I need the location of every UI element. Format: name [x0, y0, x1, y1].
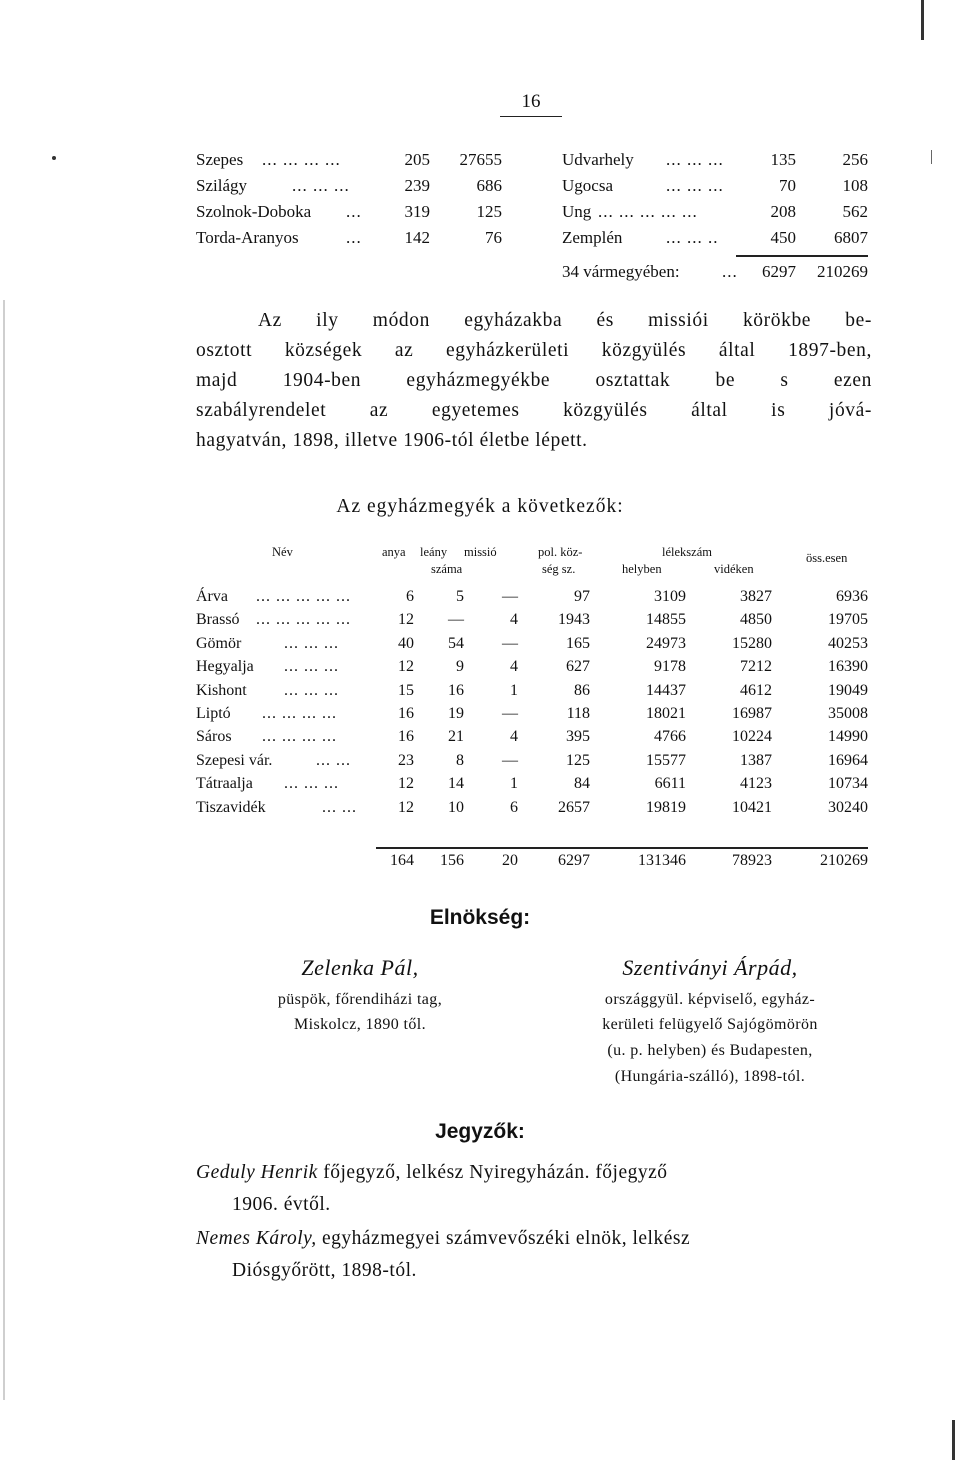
- cell-videken: 1387: [740, 751, 772, 769]
- leader-dots: ... ... ... ... ...: [256, 611, 351, 629]
- total-a: 6297: [762, 262, 796, 281]
- cell-name: Árva: [196, 588, 228, 605]
- president-left-line: püspök, főrendiházi tag,: [277, 991, 443, 1008]
- value-b: 256: [842, 150, 868, 169]
- cell-leany: 54: [448, 634, 464, 652]
- cell-leany: 21: [448, 728, 464, 746]
- header-nev: Név: [272, 545, 293, 559]
- county-name: Szilágy: [196, 176, 247, 195]
- value-a: 135: [770, 150, 796, 169]
- president-right-line: (u. p. helyben) és Budapesten,: [607, 1042, 813, 1059]
- cell-videken: 10224: [732, 728, 772, 746]
- header-seg-sz: ség sz.: [542, 562, 576, 576]
- cell-pol-kozseg: 84: [574, 775, 590, 793]
- cell-leany: 14: [448, 775, 464, 793]
- table-row: [0, 705, 960, 731]
- cell-name: Tiszavidék: [196, 798, 266, 816]
- county-name: Zemplén: [562, 228, 623, 247]
- clerk-role: főjegyző, lelkész Nyiregyházán. főjegyző: [317, 1162, 668, 1183]
- cell-missio: —: [502, 751, 518, 769]
- cell-leany: 10: [448, 798, 464, 816]
- cell-pol-kozseg: 125: [566, 751, 590, 769]
- total-b: 210269: [817, 262, 868, 281]
- header-missio: missió: [464, 545, 497, 559]
- header-helyben: helyben: [622, 562, 662, 576]
- leader-dots: ... ... ...: [666, 150, 724, 169]
- paragraph-line: Az ily módon egyházakba és missiói körökbe be-: [258, 310, 872, 331]
- cell-leany: 9: [456, 658, 464, 676]
- cell-helyben: 24973: [646, 634, 686, 652]
- value-a: 142: [404, 228, 430, 247]
- table-row: [0, 611, 960, 637]
- cell-osszesen: 40253: [828, 634, 868, 652]
- leader-dots: ... ... ...: [284, 658, 339, 676]
- leader-dots: ... ... ... ...: [262, 705, 337, 722]
- header-osszesen: öss.esen: [806, 551, 848, 565]
- cell-osszesen: 19049: [828, 681, 868, 699]
- value-b: 27655: [459, 150, 502, 169]
- leader-dots: ... ... ...: [292, 176, 350, 195]
- county-name: Ugocsa: [562, 176, 613, 195]
- cell-videken: 16987: [732, 705, 772, 722]
- president-right-line: kerületi felügyelő Sajógömörön: [602, 1016, 818, 1033]
- clerk-role: egyházmegyei számvevőszéki elnök, lelkész: [316, 1228, 691, 1249]
- cell-leany: 16: [448, 681, 464, 699]
- scan-mark: [921, 0, 924, 40]
- leader-dots: ... ... ...: [284, 634, 339, 652]
- scan-mark: [931, 150, 932, 164]
- county-name: Torda-Aranyos: [196, 228, 299, 247]
- cell-name: Hegyalja: [196, 658, 254, 676]
- cell-anya: 23: [398, 751, 414, 769]
- cell-leany: 5: [456, 588, 464, 605]
- cell-osszesen: 14990: [828, 728, 868, 746]
- cell-missio: 1: [510, 775, 518, 793]
- cell-videken: 7212: [740, 658, 772, 676]
- paragraph-line: hagyatván, 1898, illetve 1906-tól életbe lépett.: [196, 430, 588, 451]
- president-left-line: Miskolcz, 1890 től.: [293, 1016, 427, 1033]
- leader-dots: ... ... ...: [284, 681, 339, 699]
- cell-missio: 6: [510, 798, 518, 816]
- leader-dots: ...: [346, 228, 362, 247]
- total-osszesen: 210269: [820, 852, 868, 869]
- county-name: Szolnok-Doboka: [196, 202, 312, 221]
- table-row: [0, 752, 960, 778]
- table-total-row: [0, 852, 960, 878]
- cell-anya: 16: [398, 728, 414, 746]
- president-right-line: (Hungária-szálló), 1898-tól.: [614, 1068, 806, 1085]
- header-szama: száma: [431, 562, 463, 576]
- value-b: 76: [485, 228, 502, 247]
- cell-name: Tátraalja: [196, 775, 253, 793]
- table-row: [0, 799, 960, 825]
- cell-helyben: 18021: [646, 705, 686, 722]
- header-videken: vidéken: [714, 562, 754, 576]
- cell-pol-kozseg: 627: [566, 658, 590, 676]
- total-label: 34 vármegyében:: [562, 262, 680, 281]
- leader-dots: ... ... ... ...: [262, 728, 337, 746]
- cell-pol-kozseg: 1943: [558, 611, 590, 629]
- value-b: 686: [476, 176, 502, 195]
- cell-osszesen: 19705: [828, 611, 868, 629]
- cell-name: Gömör: [196, 634, 242, 652]
- cell-helyben: 19819: [646, 798, 686, 816]
- cell-videken: 15280: [732, 634, 772, 652]
- president-name-left: Zelenka Pál,: [301, 955, 419, 980]
- cell-helyben: 3109: [654, 588, 686, 605]
- total-videken: 78923: [732, 852, 772, 869]
- value-a: 450: [770, 228, 796, 247]
- page-number: 16: [500, 88, 562, 117]
- value-a: 70: [779, 176, 796, 195]
- clerk-name: Nemes Károly,: [196, 1228, 317, 1249]
- table-row: [0, 682, 960, 708]
- value-a: 205: [404, 150, 430, 169]
- cell-anya: 16: [398, 705, 414, 722]
- header-anya: anya: [382, 545, 406, 559]
- cell-missio: —: [502, 634, 518, 652]
- scan-mark: [952, 1420, 955, 1460]
- cell-osszesen: 35008: [828, 705, 868, 722]
- clerk-name: Geduly Henrik: [196, 1162, 318, 1183]
- table-sum-rule: [376, 847, 868, 849]
- cell-pol-kozseg: 2657: [558, 798, 590, 816]
- clerk-entry: [196, 1228, 690, 1250]
- value-b: 6807: [834, 228, 868, 247]
- cell-leany: —: [448, 611, 464, 629]
- cell-videken: 3827: [740, 588, 772, 605]
- cell-missio: —: [502, 705, 518, 722]
- paragraph-line: majd 1904-ben egyházmegyékbe osztattak be s ezen: [196, 370, 872, 391]
- cell-pol-kozseg: 86: [574, 681, 590, 699]
- leader-dots: ... ... ... ... ...: [598, 202, 698, 221]
- cell-missio: 1: [510, 681, 518, 699]
- cell-pol-kozseg: 97: [574, 588, 590, 605]
- county-name: Udvarhely: [562, 150, 634, 169]
- total-leany: 156: [440, 852, 464, 869]
- cell-anya: 15: [398, 681, 414, 699]
- county-name: Ung: [562, 202, 592, 221]
- table-row: [0, 658, 960, 684]
- cell-osszesen: 10734: [828, 775, 868, 793]
- cell-name: Brassó: [196, 611, 240, 629]
- value-b: 125: [476, 202, 502, 221]
- table-row: [0, 728, 960, 754]
- cell-anya: 40: [398, 634, 414, 652]
- header-leany: leány: [420, 545, 448, 559]
- cell-helyben: 6611: [654, 775, 686, 793]
- table-row: [0, 775, 960, 801]
- cell-videken: 4612: [740, 681, 772, 699]
- cell-pol-kozseg: 395: [566, 728, 590, 746]
- scan-speck: [52, 156, 56, 160]
- leader-dots: ... ... ..: [666, 228, 719, 247]
- value-b: 108: [842, 176, 868, 195]
- cell-videken: 4850: [740, 611, 772, 629]
- header-lelekszam: lélekszám: [662, 545, 712, 559]
- total-anya: 164: [390, 852, 414, 869]
- cell-helyben: 15577: [646, 751, 686, 769]
- cell-osszesen: 16390: [828, 658, 868, 676]
- section-title-jegyzok: Jegyzők:: [435, 1120, 525, 1143]
- cell-missio: —: [502, 588, 518, 605]
- cell-osszesen: 30240: [828, 798, 868, 816]
- section-title-elnokseg: Elnökség:: [429, 906, 531, 929]
- county-name: Szepes: [196, 150, 244, 169]
- value-a: 239: [404, 176, 430, 195]
- cell-anya: 12: [398, 658, 414, 676]
- clerk-entry-cont: 1906. évtől.: [232, 1194, 331, 1215]
- cell-leany: 19: [448, 705, 464, 722]
- cell-osszesen: 16964: [828, 751, 868, 769]
- cell-missio: 4: [510, 658, 518, 676]
- cell-leany: 8: [456, 751, 464, 769]
- scan-edge: [3, 300, 5, 1400]
- cell-anya: 12: [398, 798, 414, 816]
- paragraph-line: szabályrendelet az egyetemes közgyülés által is jóvá-: [196, 400, 872, 421]
- leader-dots: ... ... ... ...: [262, 150, 341, 169]
- header-pol-koz: pol. köz-: [538, 545, 583, 559]
- leader-dots: ... ... ...: [666, 176, 724, 195]
- table-row: [0, 588, 960, 614]
- cell-anya: 12: [398, 611, 414, 629]
- cell-missio: 4: [510, 611, 518, 629]
- table-heading: Az egyházmegyék a következők:: [336, 496, 624, 517]
- cell-osszesen: 6936: [836, 588, 868, 605]
- cell-helyben: 14855: [646, 611, 686, 629]
- cell-videken: 10421: [732, 798, 772, 816]
- cell-helyben: 9178: [654, 658, 686, 676]
- cell-helyben: 14437: [646, 681, 686, 699]
- total-missio: 20: [502, 852, 518, 869]
- total-helyben: 131346: [638, 852, 686, 869]
- cell-pol-kozseg: 165: [566, 634, 590, 652]
- cell-anya: 12: [398, 775, 414, 793]
- value-b: 562: [842, 202, 868, 221]
- leader-dots: ... ...: [316, 751, 351, 769]
- cell-name: Szepesi vár.: [196, 751, 273, 769]
- clerk-entry-cont: Diósgyőrött, 1898-tól.: [232, 1260, 417, 1281]
- value-a: 208: [770, 202, 796, 221]
- total-pol: 6297: [558, 852, 590, 869]
- president-right-line: országgyül. képviselő, egyház-: [604, 991, 816, 1008]
- table-row: [0, 635, 960, 661]
- president-name-right: Szentiványi Árpád,: [622, 955, 798, 980]
- leader-dots: ... ... ...: [284, 775, 339, 793]
- paragraph-line: osztott községek az egyházkerületi közgyülés által 1897-ben,: [196, 340, 872, 361]
- value-a: 319: [404, 202, 430, 221]
- leader-dots: ...: [346, 202, 362, 221]
- clerk-entry: [196, 1162, 668, 1184]
- cell-anya: 6: [406, 588, 414, 605]
- cell-videken: 4123: [740, 775, 772, 793]
- sum-rule: [736, 255, 868, 257]
- cell-name: Sáros: [196, 728, 232, 746]
- leader-dots: ... ... ... ... ...: [256, 588, 351, 605]
- cell-missio: 4: [510, 728, 518, 746]
- leader-dots: ...: [722, 262, 738, 281]
- leader-dots: ... ...: [322, 798, 357, 816]
- cell-helyben: 4766: [654, 728, 686, 746]
- cell-name: Kishont: [196, 681, 247, 699]
- cell-pol-kozseg: 118: [566, 705, 590, 722]
- cell-name: Liptó: [196, 705, 231, 722]
